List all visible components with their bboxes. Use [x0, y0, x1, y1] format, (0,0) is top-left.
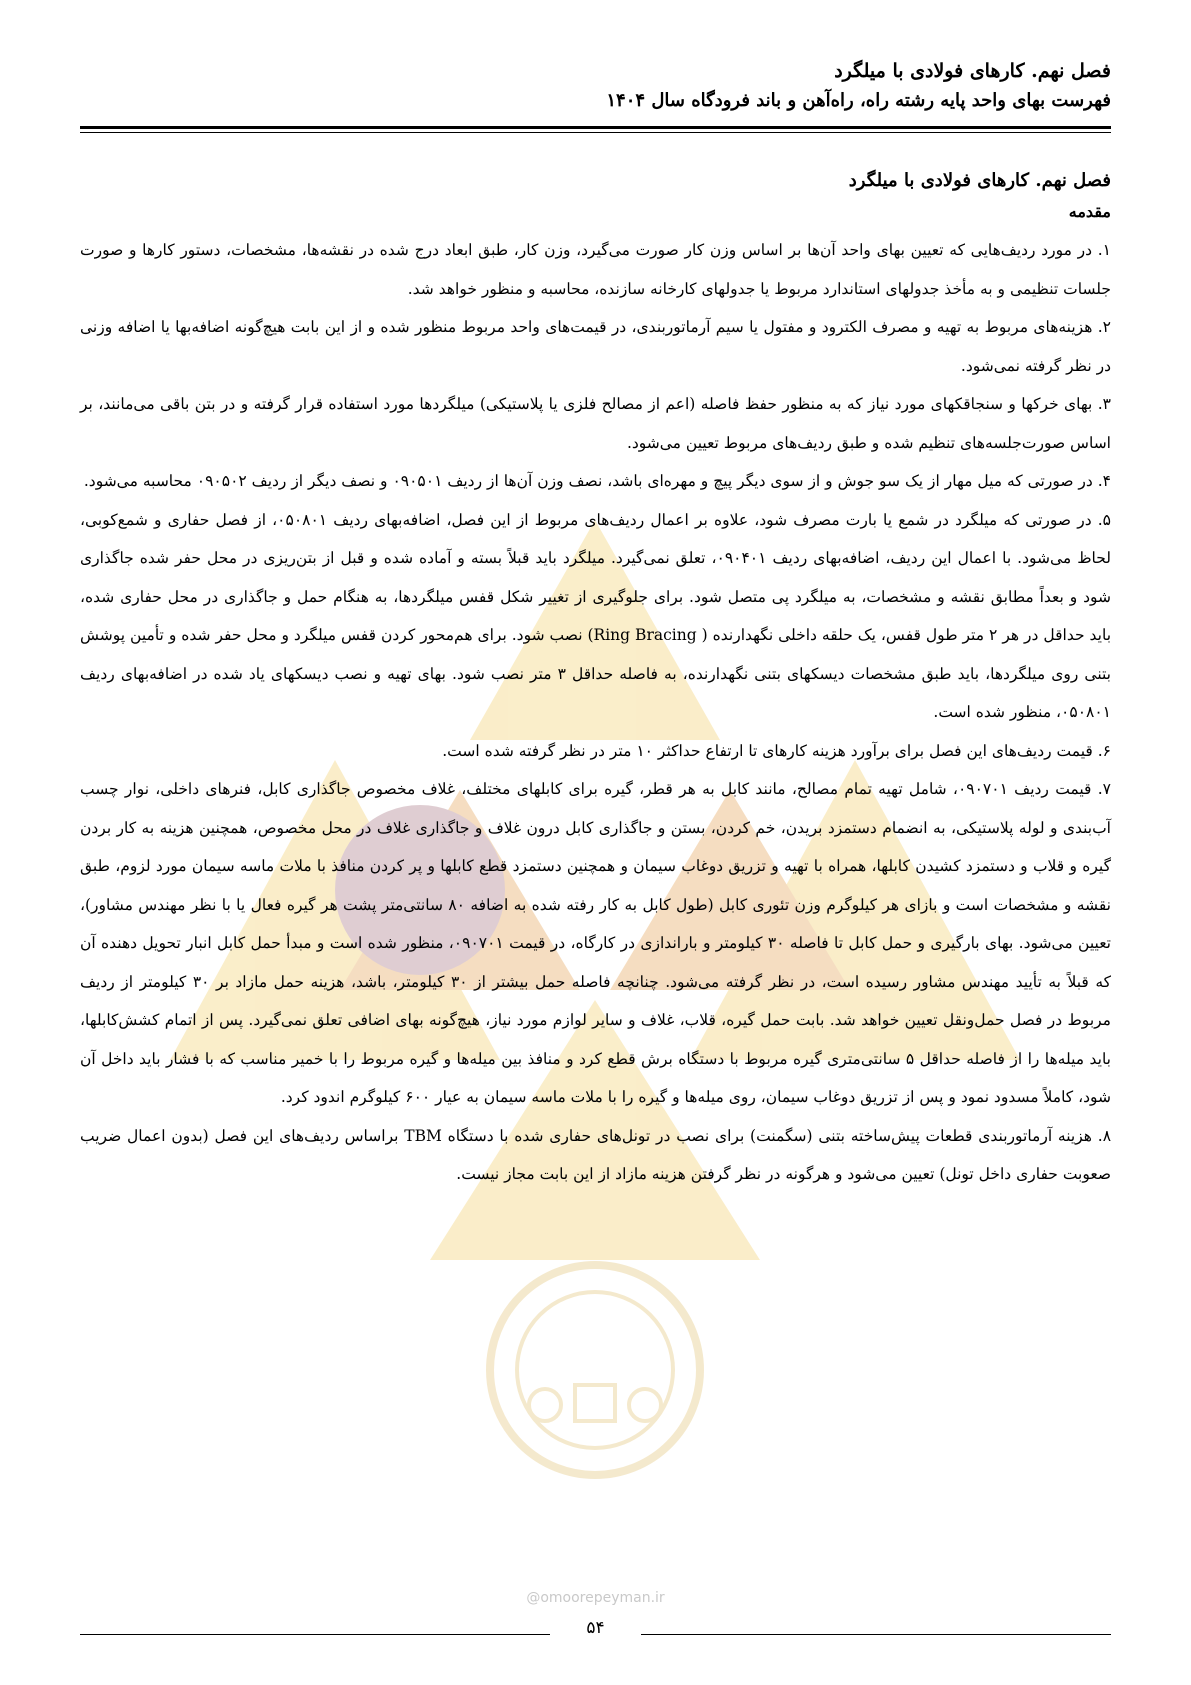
watermark-seal-inner: [517, 1292, 673, 1448]
paragraph-8: ۸. هزینه آرماتوربندی قطعات پیش‌ساخته بتنی (سگمنت) برای نصب در تونل‌های حفاری شده با دستگاه TBM براساس ردیف‌های این فصل (بدون اعمال ضریب صعوبت حفاری داخل تونل) تعیین می‌شود و هرگونه در نظر گرفتن هزینه مازاد از این بابت مجاز نیست.: [80, 1126, 1112, 1183]
header-chapter-title: فصل نهم. کارهای فولادی با میلگرد: [834, 60, 1111, 82]
watermark-seal-outer: [490, 1265, 700, 1475]
paragraph-3: ۳. بهای خرکها و سنجاقکهای مورد نیاز که به منظور حفظ فاصله (اعم از مصالح فلزی یا پلاستیکی) میلگردها مورد استفاده قرار گرفته و در بتن باقی می‌مانند، بر اساس صورت‌جلسه‌های تنظیم شده و طبق ردیف‌های مربوط تعیین می‌شود.: [80, 395, 1111, 452]
watermark-seal-emblem-center: [575, 1385, 615, 1421]
watermark-url: @omoorepeyman.ir: [526, 1590, 665, 1606]
paragraph-5: ۵. در صورتی که میلگرد در شمع یا بارت مصرف شود، علاوه بر اعمال ردیف‌های مربوط از این فصل، اضافه‌بهای ردیف ۰۵۰۸۰۱، از فصل حفاری و شمع‌کوبی، لحاظ می‌شود. با اعمال این ردیف، اضافه‌بهای ردیف ۰۹۰۴۰۱، تعلق نمی‌گیرد. میلگرد باید قبلاً بسته و آماده شده و قبل از بتن‌ریزی در محل حفر شده جاگذاری شود و بعداً مطابق نقشه و مشخصات، به میلگرد پی متصل شود. برای جلوگیری از تغییر شکل قفس میلگردها، به هنگام حمل و جاگذاری در محل حفاری شده، باید حداقل در هر ۲ متر طول قفس، یک حلقه داخلی نگهدارنده ( Ring Bracing) نصب شود. برای هم‌محور کردن قفس میلگرد و محل حفر شده و تأمین پوشش بتنی روی میلگردها، باید طبق مشخصات دیسکهای بتنی نگهدارنده، به فاصله حداقل ۳ متر نصب شود. بهای تهیه و نصب دیسکهای یاد شده در اضافه‌بهای ردیف ۰۵۰۸۰۱، منظور شده است.: [80, 510, 1112, 721]
intro-heading: مقدمه: [1068, 202, 1111, 221]
paragraph-4: ۴. در صورتی که میل مهار از یک سو جوش و از سوی دیگر پیچ و مهره‌ای باشد، نصف وزن آن‌ها از ردیف ۰۹۰۵۰۱ و نصف دیگر از ردیف ۰۹۰۵۰۲ محاسبه می‌شود.: [83, 472, 1111, 490]
paragraph-1: ۱. در مورد ردیف‌هایی که تعیین بهای واحد آن‌ها بر اساس وزن کار صورت می‌گیرد، وزن کار، طبق ابعاد درج شده در نقشه‌ها، مشخصات، دستور کارها و صورت جلسات تنظیمی و به مأخذ جدولهای استاندارد مربوط یا جدولهای کارخانه سازنده، محاسبه و منظور خواهد شد.: [80, 241, 1111, 298]
header-catalog-title: فهرست بهای واحد پایه رشته راه، راه‌آهن و باند فرودگاه سال ۱۴۰۴: [606, 90, 1111, 111]
paragraph-2: ۲. هزینه‌های مربوط به تهیه و مصرف الکترود و مفتول یا سیم آرماتوربندی، در قیمت‌های واحد مربوط منظور شده و از این بابت هیچ‌گونه اضافه‌بها یا اضافه وزنی در نظر گرفته نمی‌شود.: [80, 318, 1111, 375]
paragraph-7: ۷. قیمت ردیف ۰۹۰۷۰۱، شامل تهیه تمام مصالح، مانند کابل به هر قطر، گیره برای کابلهای مختلف، غلاف مخصوص جاگذاری کابل، فنرهای داخلی، نوار چسب آب‌بندی و لوله پلاستیکی، به انضمام دستمزد بریدن، خم کردن، بستن و جاگذاری کابل درون غلاف و جاگذاری غلاف در محل مخصوص، همچنین هزینه به کار بردن گیره و قلاب و دستمزد کشیدن کابلها، همراه با تهیه و تزریق دوغاب سیمان و همچنین دستمزد قطع کابلها و پر کردن منافذ با ملات ماسه سیمان مورد لزوم، طبق نقشه و مشخصات است و بازای هر کیلوگرم وزن تئوری کابل (طول کابل به کار رفته شده به اضافه ۸۰ سانتی‌متر پشت هر گیره فعال یا با نظر مهندس مشاور)، تعیین می‌شود. بهای بارگیری و حمل کابل تا فاصله ۳۰ کیلومتر و باراندازی در کارگاه، در قیمت ۰۹۰۷۰۱، منظور شده است و مبدأ حمل کابل انبار تحویل دهنده آن که قبلاً به تأیید مهندس مشاور رسیده است، در نظر گرفته می‌شود. چنانچه فاصله حمل بیشتر از ۳۰ کیلومتر، باشد، هزینه حمل مازاد بر ۳۰ کیلومتر از ردیف مربوط در فصل حمل‌ونقل تعیین خواهد شد. بابت حمل گیره، قلاب، غلاف و سایر لوازم مورد نیاز، هیچ‌گونه بهای اضافی تعلق نمی‌گیرد. پس از اتمام کشش‌کابلها، باید میله‌ها را از فاصله حداقل ۵ سانتی‌متری گیره مربوط با دستگاه برش قطع کرد و منافذ بین میله‌ها و گیره مربوط را با خمیر مناسب که با فشار باید داخل آن شود، کاملاً مسدود نمود و پس از تزریق دوغاب سیمان، روی میله‌ها و گیره را با ملات ماسه سیمان به عیار ۶۰۰ کیلوگرم اندود کرد.: [80, 780, 1112, 1106]
header-rule-thin: [80, 132, 1111, 133]
header-rule-thick: [80, 126, 1111, 129]
page-content: [80, 163, 1111, 1194]
page-header: [80, 56, 1111, 116]
watermark-seal-emblem-left: [529, 1389, 561, 1421]
page-number: ۵۴: [586, 1618, 605, 1638]
chapter-title: فصل نهم. کارهای فولادی با میلگرد: [848, 170, 1111, 191]
paragraph-6: ۶. قیمت ردیف‌های این فصل برای برآورد هزینه کارهای تا ارتفاع حداکثر ۱۰ متر در نظر گرفته شده است.: [442, 741, 1111, 760]
watermark-seal-emblem-right: [629, 1389, 661, 1421]
